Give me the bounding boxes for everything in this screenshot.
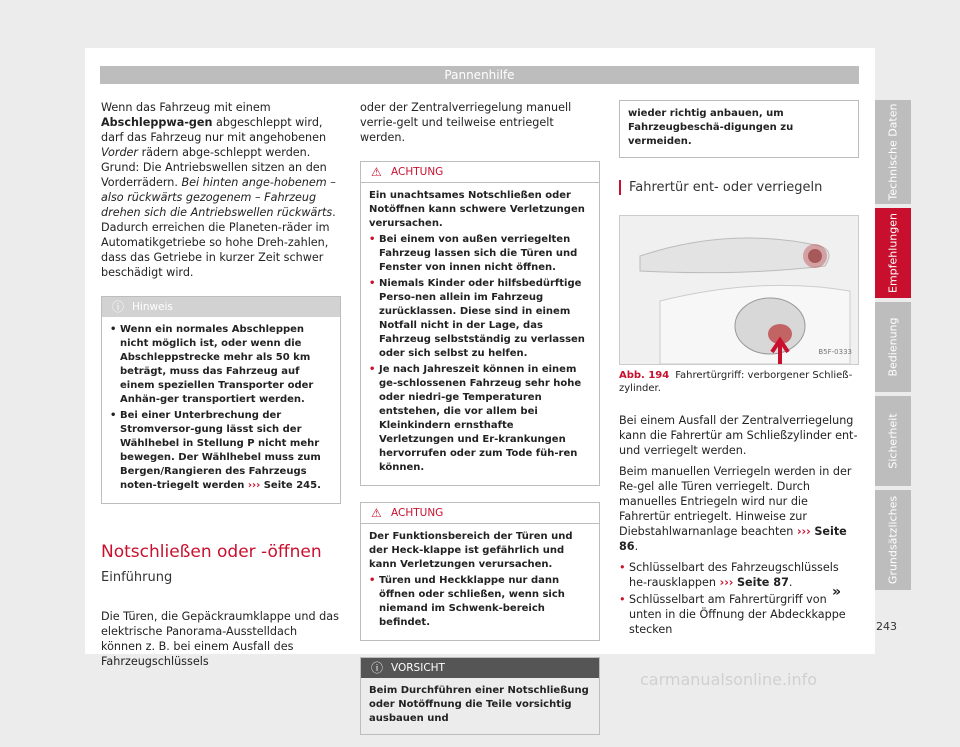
- warning-intro: Der Funktionsbereich der Türen und der Heck-klappe ist gefährlich und kann Verletzungen verursachen.: [369, 531, 573, 570]
- column-3: [619, 100, 859, 639]
- link-arrow-icon: ›››: [719, 576, 734, 589]
- paragraph-2: Beim manuellen Verriegeln werden in der Re-gel alle Türen verriegelt. Durch manuelles Entriegeln wird nur die Fahrertür entriegelt. Hinweise zur Diebstahlwarnanlage beachten ››› Seite 86.: [619, 465, 852, 553]
- page-link[interactable]: Seite 86: [619, 525, 847, 553]
- tab-sicherheit[interactable]: Sicherheit: [875, 396, 911, 486]
- column-2: [360, 100, 600, 747]
- warning-bullet: • Bei einem von außen verriegelten Fahrzeug lassen sich die Türen und Fenster von innen nicht öffnen.: [369, 233, 591, 275]
- warning-icon: ⚠: [371, 506, 382, 520]
- info-icon: ⓘ: [112, 300, 125, 314]
- warning-intro: Ein unachtsames Notschließen oder Notöffnen kann schwere Verletzungen verursachen.: [369, 190, 585, 229]
- link-arrow-icon: ›››: [247, 480, 261, 491]
- caution-text: Beim Durchführen einer Notschließung oder Notöffnung die Teile vorsichtig ausbauen und: [369, 685, 589, 724]
- caution-header: ⓘ VORSICHT: [361, 658, 599, 678]
- warning-icon: ⚠: [371, 165, 382, 179]
- door-handle-figure: [619, 215, 859, 365]
- paragraph-towing: Wenn das Fahrzeug mit einem Abschleppwa-gen abgeschleppt wird, darf das Fahrzeug nur mit angehobenen Vorder rädern abge-schleppt werden. Grund: Die Antriebswellen sitzen an den Vorderrädern. Bei hinten ange-hobenem – also rückwärts gezogenem – Fahrzeug drehen sich die Antriebswellen rückwärts. Dadurch erreichen die Planeten-räder im Automatikgetriebe so hohe Dreh-zahlen, dass das Getriebe in kurzer Zeit schwer beschädigt wird.: [101, 101, 336, 279]
- chapter-sidebar: [875, 100, 911, 594]
- paragraph-intro: Die Türen, die Gepäckraumklappe und das elektrische Panorama-Ausstelldach können z. B. bei einem Ausfall des Fahrzeugschlüssels: [101, 610, 339, 668]
- tab-grundsaetzliches[interactable]: Grundsätzliches: [875, 490, 911, 590]
- page-link[interactable]: Seite 87: [736, 576, 789, 589]
- section-title: Notschließen oder -öffnen: [101, 542, 322, 562]
- watermark: carmanualsonline.info: [640, 670, 818, 689]
- caution-continued-text: wieder richtig anbauen, um Fahrzeugbeschä-digungen zu vermeiden.: [628, 108, 794, 147]
- warning-bullet: • Niemals Kinder oder hilfsbedürftige Perso-nen allein im Fahrzeug zurücklassen. Diese sind in einem Notfall nicht in der Lage, das Fahrzeug selbstständig zu verlassen oder sich selbst zu helfen.: [369, 277, 591, 361]
- section-heading: Fahrertür ent- oder verriegeln: [619, 180, 859, 195]
- caution-box: [360, 657, 600, 735]
- warning-header: ⚠ ACHTUNG: [361, 162, 599, 183]
- note-bullet-2: • Bei einer Unterbrechung der Stromversor-gung lässt sich der Wählhebel in Stellung P nicht mehr bewegen. Der Wählhebel muss zum Bergen/Rangieren des Fahrzeugs noten-triegelt werden ››› Seite 245.: [110, 409, 332, 493]
- page-number: 243: [876, 620, 897, 633]
- note-header: ⓘ Hinweis: [102, 297, 340, 317]
- warning-box-1: [360, 161, 600, 486]
- continued-arrow-icon: »: [832, 584, 842, 600]
- step-bullet-2: • Schlüsselbart am Fahrertürgriff von unten in die Öffnung der Abdeckkappe stecken: [619, 592, 859, 637]
- step-bullet-1: • Schlüsselbart des Fahrzeugschlüssels he-rausklappen ››› Seite 87.: [619, 560, 859, 590]
- warning-header: ⚠ ACHTUNG: [361, 503, 599, 524]
- paragraph-1: Bei einem Ausfall der Zentralverriegelung kann die Fahrertür am Schließzylinder ent- und verriegelt werden.: [619, 414, 858, 457]
- note-box: [101, 296, 341, 504]
- caution-box-continued: [619, 100, 859, 158]
- page-link[interactable]: Seite 245: [263, 480, 318, 491]
- caution-icon: ⓘ: [371, 661, 384, 675]
- note-bullet-1: • Wenn ein normales Abschleppen nicht möglich ist, oder wenn die Abschleppstrecke mehr als 50 km beträgt, muss das Fahrzeug auf einem speziellen Transporter oder Anhän-ger transportiert werden.: [110, 323, 332, 407]
- tab-empfehlungen[interactable]: Empfehlungen: [875, 208, 911, 298]
- warning-box-2: [360, 502, 600, 641]
- warning-bullet: • Türen und Heckklappe nur dann öffnen oder schließen, wenn sich niemand im Schwenk-bereich befindet.: [369, 574, 591, 630]
- figure-caption: Abb. 194 Fahrertürgriff: verborgener Schließ-zylinder.: [619, 370, 853, 394]
- chapter-header: Pannenhilfe: [100, 66, 859, 84]
- tab-bedienung[interactable]: Bedienung: [875, 302, 911, 392]
- link-arrow-icon: ›››: [796, 525, 811, 538]
- door-handle-illustration: [620, 216, 858, 364]
- figure-code: B5F-0333: [818, 348, 852, 356]
- paragraph-cont: oder der Zentralverriegelung manuell verrie-gelt und teilweise entriegelt werden.: [360, 101, 572, 144]
- warning-bullet: • Je nach Jahreszeit können in einem ge-schlossenen Fahrzeug sehr hohe oder niedri-ge Temperaturen entstehen, die vor allem bei Kleinkindern ernsthafte Verletzungen und Er-krankungen hervorrufen oder zum Tode füh-ren können.: [369, 363, 591, 475]
- column-1: [101, 100, 341, 675]
- subsection-title: Einführung: [101, 570, 173, 585]
- tab-technische-daten[interactable]: Technische Daten: [875, 100, 911, 204]
